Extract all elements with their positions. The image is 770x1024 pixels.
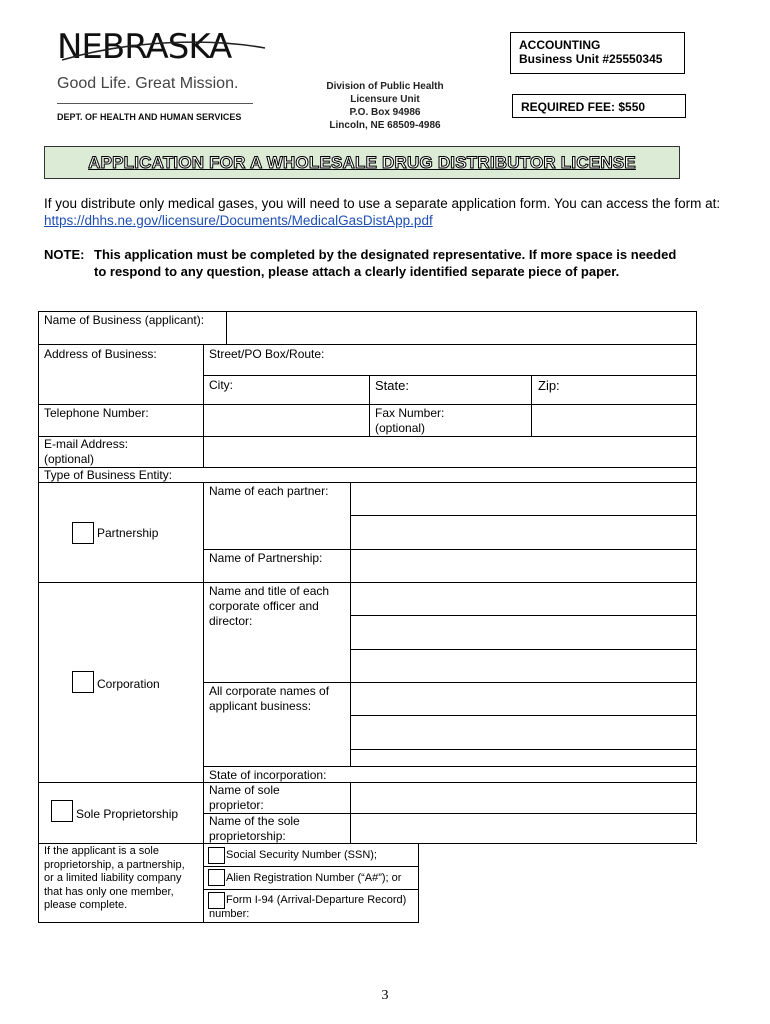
logo-divider <box>57 103 253 104</box>
grid-line <box>350 649 697 650</box>
grid-line <box>226 311 227 344</box>
division-line: Lincoln, NE 68509-4986 <box>329 120 441 131</box>
grid-line <box>203 766 697 767</box>
note-text: This application must be completed by the designated representative. If more space is needed to respond to any question, please attach a clearly identified separate piece of paper. <box>94 247 677 279</box>
email-label-line: E-mail Address: <box>44 437 129 451</box>
corporate-names-line: All corporate names of <box>209 684 330 698</box>
instruction-line: please complete. <box>44 899 128 911</box>
sole-proprietorship-line: Name of the sole <box>209 814 300 828</box>
corporate-names-line: applicant business: <box>209 699 312 713</box>
division-line: Division of Public Health <box>326 81 444 92</box>
officers-label-line: corporate officer and <box>209 599 319 613</box>
application-form <box>38 311 697 923</box>
border-line <box>38 922 419 923</box>
partnership-label: Partnership <box>97 526 159 540</box>
instruction-line: If the applicant is a sole <box>44 845 159 857</box>
grid-line <box>203 549 697 550</box>
grid-line <box>203 436 204 467</box>
sole-proprietor-line: proprietor: <box>209 798 264 812</box>
grid-line <box>350 715 697 716</box>
i94-number-label: number: <box>209 908 250 920</box>
zip-label: Zip: <box>538 378 560 393</box>
email-label <box>44 437 128 467</box>
grid-line <box>38 436 697 437</box>
type-of-entity-label: Type of Business Entity: <box>44 468 173 482</box>
state-of-incorporation-label: State of incorporation: <box>209 768 327 782</box>
page-number: 3 <box>381 988 389 1003</box>
grid-line <box>203 682 697 683</box>
fax-label-line: Fax Number: <box>375 406 445 420</box>
corporation-checkbox[interactable] <box>72 671 94 693</box>
instruction-line: proprietorship, a partnership, <box>44 858 185 871</box>
corporation-label: Corporation <box>97 677 160 691</box>
grid-line <box>38 843 697 844</box>
name-of-business-label: Name of Business (applicant): <box>44 313 205 327</box>
city-label: City: <box>209 378 233 392</box>
alien-registration-checkbox[interactable] <box>208 869 225 886</box>
grid-line <box>418 843 419 923</box>
corporate-names-label <box>209 684 329 714</box>
address-label: Address of Business: <box>44 347 157 361</box>
sole-proprietor-name-label <box>209 783 280 813</box>
grid-line <box>38 404 697 405</box>
sole-proprietorship-name-label <box>209 814 300 844</box>
grid-line <box>38 344 697 345</box>
division-address <box>310 80 460 132</box>
instruction-line: or a limited liability company <box>44 872 182 884</box>
i94-checkbox[interactable] <box>208 892 225 909</box>
border-line <box>38 311 697 312</box>
alien-registration-label: Alien Registration Number (“A#”); or <box>226 872 402 884</box>
grid-line <box>203 866 419 867</box>
street-label: Street/PO Box/Route: <box>209 347 325 361</box>
applicant-instruction <box>44 845 185 913</box>
grid-line <box>350 582 351 766</box>
title-bar <box>44 146 680 179</box>
sole-proprietorship-line: proprietorship: <box>209 829 286 843</box>
partner-names-label: Name of each partner: <box>209 484 329 498</box>
fax-label <box>375 406 444 436</box>
fax-optional: (optional) <box>375 421 426 435</box>
required-fee: REQUIRED FEE: $550 <box>521 100 646 114</box>
required-fee-box <box>512 94 686 118</box>
note-paragraph <box>44 246 684 280</box>
grid-line <box>203 375 697 376</box>
border-line <box>696 311 697 842</box>
accounting-label: ACCOUNTING <box>519 38 601 52</box>
accounting-box <box>510 32 685 74</box>
grid-line <box>531 375 532 436</box>
telephone-label: Telephone Number: <box>44 406 149 420</box>
border-line <box>38 311 39 923</box>
instruction-line: that has only one member, <box>44 885 174 898</box>
intro-text: If you distribute only medical gases, you will need to use a separate application form. You can access the form at: <box>44 196 721 211</box>
grid-line <box>350 615 697 616</box>
partnership-checkbox[interactable] <box>72 522 94 544</box>
officers-label-line: Name and title of each <box>209 584 330 598</box>
email-optional: (optional) <box>44 452 95 466</box>
business-unit: Business Unit #25550345 <box>519 52 663 66</box>
grid-line <box>38 582 697 583</box>
grid-line <box>369 375 370 436</box>
nebraska-logo: NEBRASKA <box>57 27 232 67</box>
ssn-checkbox[interactable] <box>208 847 225 864</box>
medical-gas-form-link[interactable]: https://dhhs.ne.gov/licensure/Documents/MedicalGasDistApp.pdf <box>44 213 433 228</box>
grid-line <box>350 749 697 750</box>
division-line: P.O. Box 94986 <box>349 107 421 118</box>
grid-line <box>350 515 697 516</box>
grid-line <box>203 889 419 890</box>
i94-label: Form I-94 (Arrival-Departure Record) <box>226 894 407 906</box>
grid-line <box>38 482 697 483</box>
tagline: Good Life. Great Mission. <box>57 75 239 92</box>
sole-proprietor-line: Name of sole <box>209 783 280 797</box>
note-label: NOTE: <box>44 247 85 262</box>
intro-paragraph <box>44 195 734 229</box>
page-title: APPLICATION FOR A WHOLESALE DRUG DISTRIBUTOR LICENSE <box>88 153 636 172</box>
division-line: Licensure Unit <box>350 94 420 105</box>
partnership-name-label: Name of Partnership: <box>209 551 323 565</box>
grid-line <box>38 782 697 783</box>
officers-label <box>209 584 329 629</box>
ssn-label: Social Security Number (SSN); <box>226 849 377 861</box>
officers-label-line: director: <box>209 614 253 628</box>
logo-swoosh-icon <box>60 38 270 68</box>
sole-proprietorship-label: Sole Proprietorship <box>76 807 179 821</box>
name-of-business-field[interactable] <box>228 313 694 343</box>
logo-swoosh <box>60 38 270 73</box>
department-name: DEPT. OF HEALTH AND HUMAN SERVICES <box>57 112 242 122</box>
grid-line <box>203 344 204 436</box>
sole-proprietorship-checkbox[interactable] <box>51 800 73 822</box>
state-label: State: <box>375 378 409 393</box>
grid-line <box>350 549 351 582</box>
